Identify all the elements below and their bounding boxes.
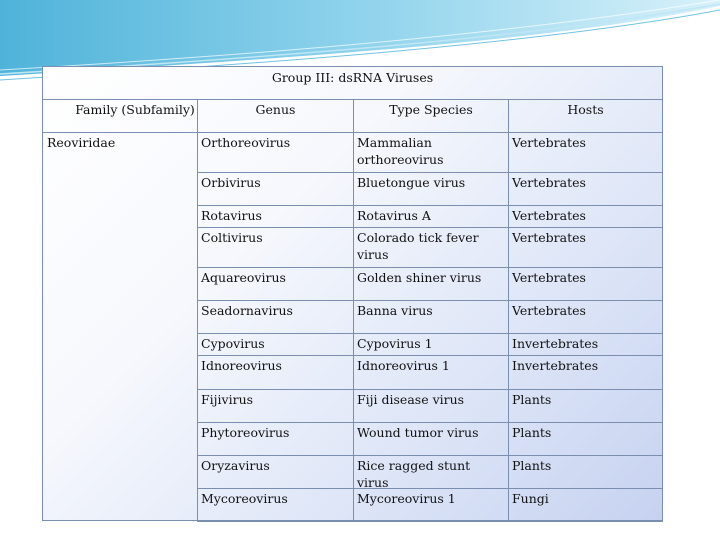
header-genus: Genus: [255, 102, 296, 117]
row-host: Vertebrates: [512, 270, 586, 285]
row-genus: Rotavirus: [201, 208, 262, 223]
row-host: Vertebrates: [512, 135, 586, 150]
row-species: Rice ragged stunt virus: [357, 458, 471, 490]
row-genus: Cypovirus: [201, 336, 265, 351]
family-cell: [42, 132, 198, 521]
row-species: Colorado tick fever virus: [357, 230, 479, 262]
header-type-species: Type Species: [389, 102, 473, 117]
row-host: Vertebrates: [512, 303, 586, 318]
row-genus: Orthoreovirus: [201, 135, 291, 150]
row-host: Vertebrates: [512, 175, 586, 190]
header-hosts: Hosts: [567, 102, 604, 117]
row-species: Fiji disease virus: [357, 392, 465, 407]
row-genus: Oryzavirus: [201, 458, 270, 473]
row-species: Mycoreovirus 1: [357, 491, 456, 506]
row-species: Bluetongue virus: [357, 175, 466, 190]
row-host: Vertebrates: [512, 208, 586, 223]
row-species: Mammalian orthoreovirus: [357, 135, 444, 167]
row-species: Rotavirus A: [357, 208, 431, 223]
row-host: Plants: [512, 392, 552, 407]
row-genus: Seadornavirus: [201, 303, 293, 318]
row-genus: Phytoreovirus: [201, 425, 290, 440]
row-genus: Coltivirus: [201, 230, 263, 245]
row-species: Wound tumor virus: [357, 425, 479, 440]
row-species: Banna virus: [357, 303, 433, 318]
row-genus: Orbivirus: [201, 175, 261, 190]
row-host: Fungi: [512, 491, 549, 506]
row-species: Idnoreovirus 1: [357, 358, 450, 373]
row-host: Plants: [512, 425, 552, 440]
family-name: Reoviridae: [47, 135, 116, 150]
row-host: Plants: [512, 458, 552, 473]
row-genus: Mycoreovirus: [201, 491, 288, 506]
header-family: Family (Subfamily): [75, 102, 195, 117]
row-species: Golden shiner virus: [357, 270, 482, 285]
table-title: Group III: dsRNA Viruses: [271, 70, 434, 85]
row-species: Cypovirus 1: [357, 336, 433, 351]
row-genus: Idnoreovirus: [201, 358, 282, 373]
row-host: Invertebrates: [512, 336, 599, 351]
row-host: Invertebrates: [512, 358, 599, 373]
row-genus: Fijivirus: [201, 392, 254, 407]
row-host: Vertebrates: [512, 230, 586, 245]
row-genus: Aquareovirus: [201, 270, 286, 285]
